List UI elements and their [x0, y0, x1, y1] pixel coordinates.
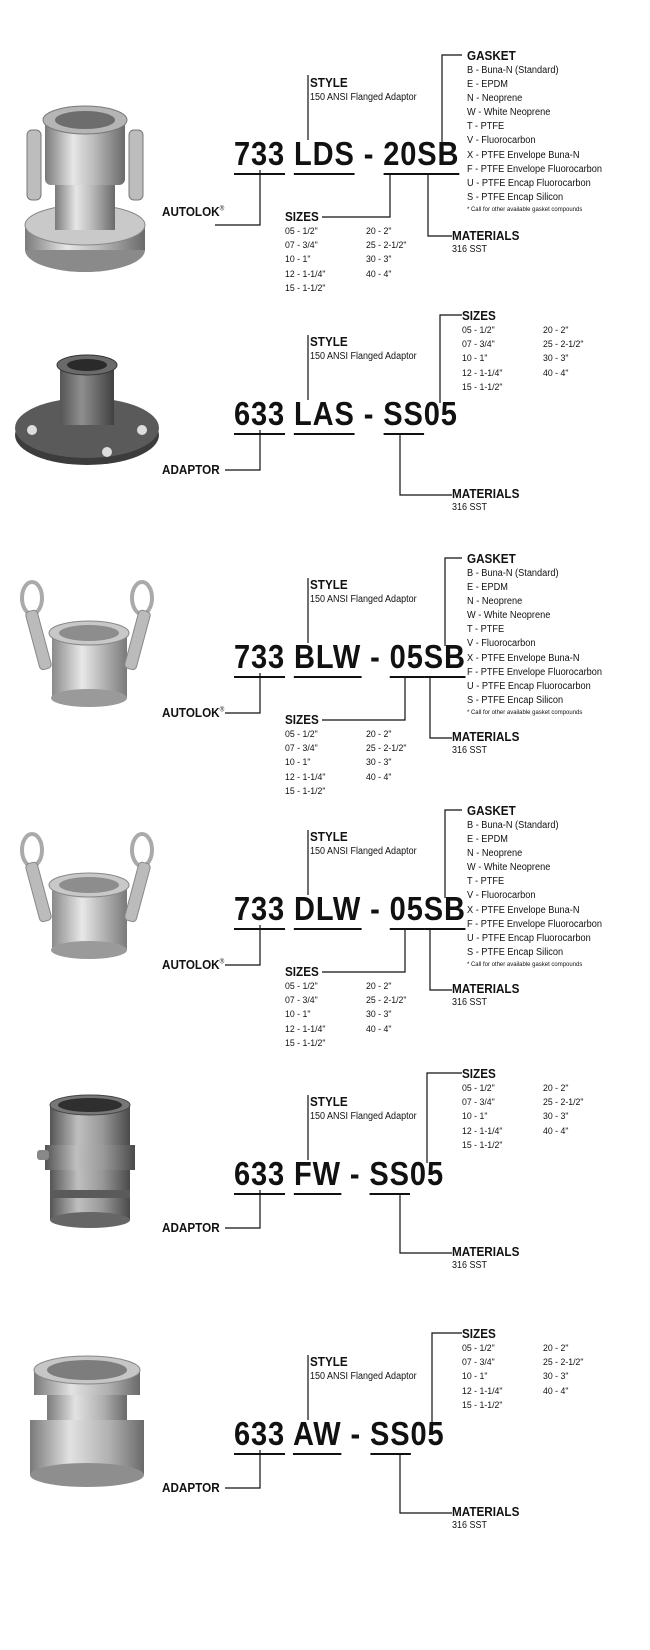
sizes-title: SIZES: [462, 308, 496, 323]
sizes-title: SIZES: [285, 712, 319, 727]
materials-title: MATERIALS: [452, 981, 520, 996]
gasket-list: B - Buna-N (Standard) E - EPDM N - Neoprene W - White Neoprene T - PTFE V - Fluorocarbon X - PTFE Envelope Buna-N F - PTFE Envelope Fluorocarbon U - PTFE Encap Fluorocarbon S - PTFE Encap Silicon * Call for other available gasket compounds: [467, 65, 602, 213]
part-number: 733 DLW - 05SB: [234, 892, 466, 925]
style-title: STYLE: [310, 334, 348, 349]
materials-title: MATERIALS: [452, 729, 520, 744]
style-title: STYLE: [310, 1354, 348, 1369]
style-title: STYLE: [310, 1094, 348, 1109]
materials-value: 316 SST: [452, 1520, 488, 1531]
sizes-col-1: 05 - 1/2" 07 - 3/4" 10 - 1" 12 - 1-1/4" 15 - 1-1/2": [462, 325, 503, 393]
brand-label: AUTOLOK®: [162, 705, 225, 720]
style-desc: 150 ANSI Flanged Adaptor: [310, 1111, 417, 1122]
gasket-list: B - Buna-N (Standard) E - EPDM N - Neoprene W - White Neoprene T - PTFE V - Fluorocarbon X - PTFE Envelope Buna-N F - PTFE Envelope Fluorocarbon U - PTFE Encap Fluorocarbon S - PTFE Encap Silicon * Call for other available gasket compounds: [467, 568, 602, 716]
sizes-col-2: 20 - 2" 25 - 2-1/2" 30 - 3" 40 - 4": [543, 325, 584, 379]
brand-label: ADAPTOR: [162, 1220, 220, 1235]
sizes-title: SIZES: [285, 964, 319, 979]
style-title: STYLE: [310, 577, 348, 592]
brand-label: ADAPTOR: [162, 462, 220, 477]
sizes-col-1: 05 - 1/2" 07 - 3/4" 10 - 1" 12 - 1-1/4" 15 - 1-1/2": [285, 981, 326, 1049]
style-desc: 150 ANSI Flanged Adaptor: [310, 594, 417, 605]
sizes-col-1: 05 - 1/2" 07 - 3/4" 10 - 1" 12 - 1-1/4" 15 - 1-1/2": [285, 226, 326, 294]
part-number: 633 LAS - SS05: [234, 397, 458, 430]
gasket-note: * Call for other available gasket compounds: [467, 960, 583, 968]
gasket-list: B - Buna-N (Standard) E - EPDM N - Neoprene W - White Neoprene T - PTFE V - Fluorocarbon X - PTFE Envelope Buna-N F - PTFE Envelope Fluorocarbon U - PTFE Encap Fluorocarbon S - PTFE Encap Silicon * Call for other available gasket compounds: [467, 820, 602, 968]
materials-title: MATERIALS: [452, 486, 520, 501]
part-number-section-1: [0, 45, 650, 315]
sizes-col-1: 05 - 1/2" 07 - 3/4" 10 - 1" 12 - 1-1/4" 15 - 1-1/2": [462, 1083, 503, 1151]
part-number: 733 LDS - 20SB: [234, 137, 459, 170]
style-title: STYLE: [310, 829, 348, 844]
part-number-section-4: [0, 800, 650, 1070]
sizes-col-2: 20 - 2" 25 - 2-1/2" 30 - 3" 40 - 4": [366, 729, 407, 783]
gasket-title: GASKET: [467, 48, 516, 63]
gasket-note: * Call for other available gasket compounds: [467, 205, 583, 213]
materials-value: 316 SST: [452, 745, 488, 756]
materials-value: 316 SST: [452, 502, 488, 513]
style-desc: 150 ANSI Flanged Adaptor: [310, 92, 417, 103]
sizes-col-2: 20 - 2" 25 - 2-1/2" 30 - 3" 40 - 4": [543, 1343, 584, 1397]
part-number: 733 BLW - 05SB: [234, 640, 466, 673]
sizes-title: SIZES: [462, 1066, 496, 1081]
brand-label: AUTOLOK®: [162, 204, 225, 219]
materials-title: MATERIALS: [452, 1504, 520, 1519]
materials-value: 316 SST: [452, 244, 488, 255]
part-number-section-6: [0, 1325, 650, 1595]
sizes-col-2: 20 - 2" 25 - 2-1/2" 30 - 3" 40 - 4": [366, 981, 407, 1035]
style-title: STYLE: [310, 75, 348, 90]
materials-title: MATERIALS: [452, 1244, 520, 1259]
sizes-title: SIZES: [285, 209, 319, 224]
style-desc: 150 ANSI Flanged Adaptor: [310, 846, 417, 857]
sizes-title: SIZES: [462, 1326, 496, 1341]
materials-title: MATERIALS: [452, 228, 520, 243]
materials-value: 316 SST: [452, 997, 488, 1008]
style-desc: 150 ANSI Flanged Adaptor: [310, 351, 417, 362]
sizes-col-1: 05 - 1/2" 07 - 3/4" 10 - 1" 12 - 1-1/4" 15 - 1-1/2": [462, 1343, 503, 1411]
part-number-section-2: [0, 305, 650, 575]
brand-label: AUTOLOK®: [162, 957, 225, 972]
gasket-note: * Call for other available gasket compounds: [467, 708, 583, 716]
materials-value: 316 SST: [452, 1260, 488, 1271]
sizes-col-2: 20 - 2" 25 - 2-1/2" 30 - 3" 40 - 4": [543, 1083, 584, 1137]
gasket-title: GASKET: [467, 803, 516, 818]
sizes-col-1: 05 - 1/2" 07 - 3/4" 10 - 1" 12 - 1-1/4" 15 - 1-1/2": [285, 729, 326, 797]
part-number: 633 FW - SS05: [234, 1157, 444, 1190]
sizes-col-2: 20 - 2" 25 - 2-1/2" 30 - 3" 40 - 4": [366, 226, 407, 280]
part-number-section-3: [0, 548, 650, 818]
part-number: 633 AW - SS05: [234, 1417, 445, 1450]
brand-label: ADAPTOR: [162, 1480, 220, 1495]
part-number-section-5: [0, 1065, 650, 1335]
gasket-title: GASKET: [467, 551, 516, 566]
style-desc: 150 ANSI Flanged Adaptor: [310, 1371, 417, 1382]
